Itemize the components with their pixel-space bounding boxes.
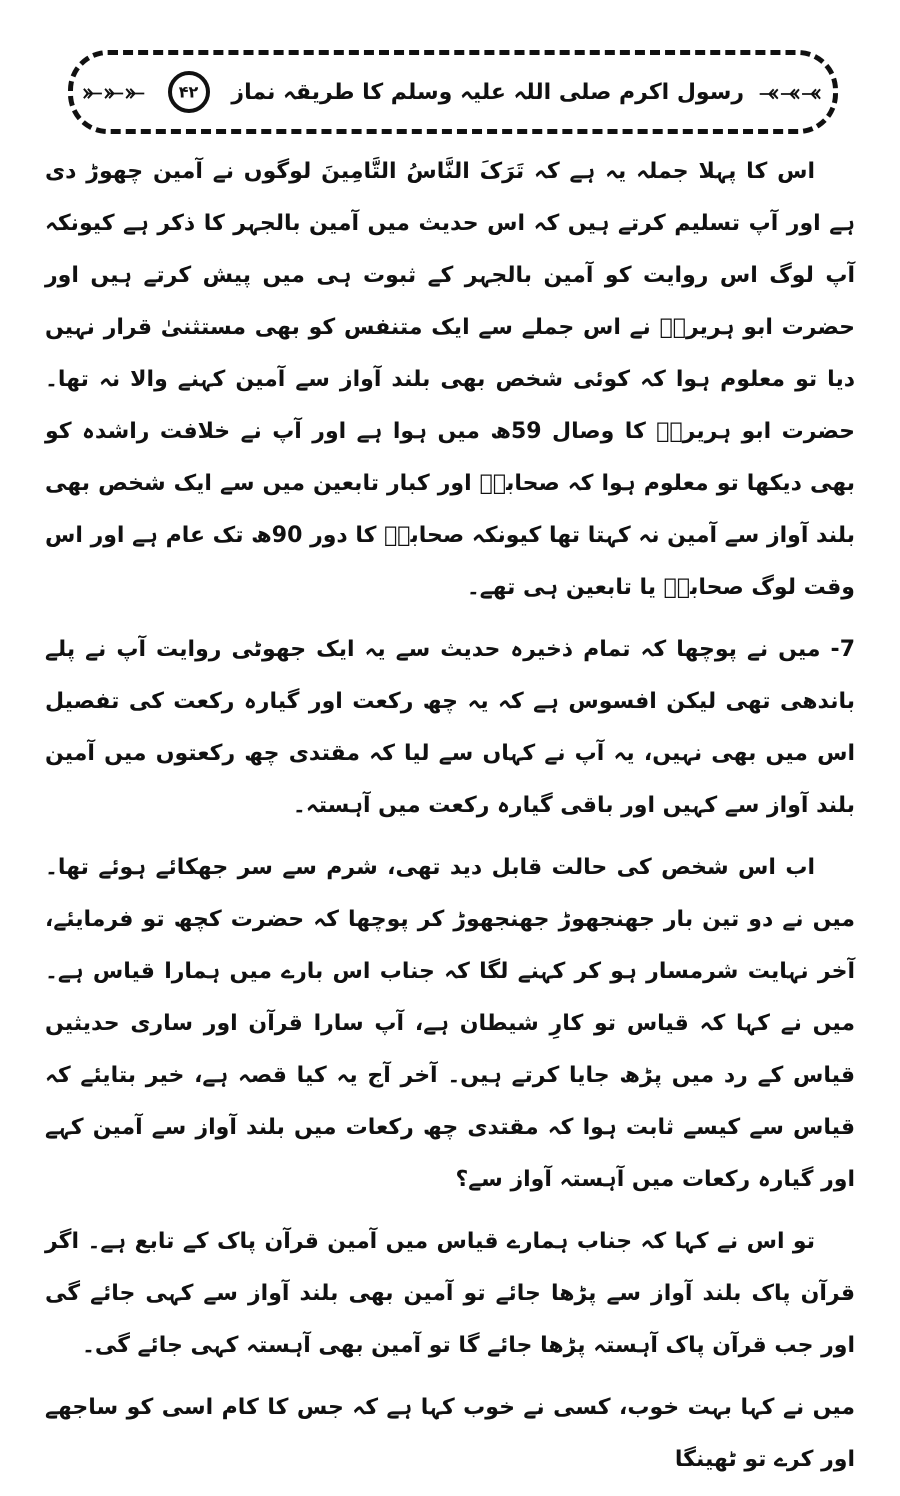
paragraph: میں نے کہا بہت خوب، کسی نے خوب کہا ہے کہ جس کا کام اسی کو ساجھے اور کرے تو ٹھینگا [45, 1395, 855, 1472]
paragraph: اب اس شخص کی حالت قابل دید تھی، شرم سے سر جھکائے ہوئے تھا۔ میں نے دو تین بار جھنجھوڑ جھنجھوڑ کر پوچھا کہ حضرت کچھ تو فرمایئے، آخر نہایت شرمسار ہو کر کہنے لگا کہ جناب اس بارے میں ہمارا قیاس ہے۔ میں نے کہا کہ قیاس تو کارِ شیطان ہے، آپ سارا قرآن اور ساری حدیثیں قیاس کے رد میں پڑھ جایا کرتے ہیں۔ آخر آج یہ کیا قصہ ہے، خیر بتایئے کہ قیاس سے کیسے ثابت ہوا کہ مقتدی چھ رکعات میں بلند آواز سے آمین کہے اور گیارہ رکعات میں آہستہ آواز سے؟ [45, 855, 855, 1192]
page-header [68, 50, 838, 134]
page-number-badge [159, 62, 218, 121]
arrow-ornament-left: ⤜⤜⤜ [83, 78, 147, 106]
paragraph: 7- میں نے پوچھا کہ تمام ذخیرہ حدیث سے یہ ایک جھوٹی روایت آپ نے پلے باندھی تھی لیکن افسوس ہے کہ یہ چھ رکعت اور گیارہ رکعت کی تفصیل اس میں بھی نہیں، یہ آپ نے کہاں سے لیا کہ مقتدی چھ رکعتوں میں آمین بلند آواز سے کہیں اور باقی گیارہ رکعت میں آہستہ۔ [45, 637, 855, 818]
page-body [45, 146, 855, 1496]
paragraph: اس کا پہلا جملہ یہ ہے کہ تَرَکَ النَّاسُ التَّامِینَ لوگوں نے آمین چھوڑ دی ہے اور آپ تسلیم کرتے ہیں کہ اس حدیث میں آمین بالجہر کا ذکر ہے کیونکہ آپ لوگ اس روایت کو آمین بالجہر کے ثبوت ہی میں پیش کرتے ہیں اور حضرت ابو ہریرہؓ نے اس جملے سے ایک متنفس کو بھی مستثنیٰ قرار نہیں دیا تو معلوم ہوا کہ کوئی شخص بھی بلند آواز سے آمین کہنے والا نہ تھا۔ حضرت ابو ہریرہؓ کا وصال 59ھ میں ہوا ہے اور آپ نے خلافت راشدہ کو بھی دیکھا تو معلوم ہوا کہ صحابہؓ اور کبار تابعین میں سے ایک شخص بھی بلند آواز سے آمین نہ کہتا تھا کیونکہ صحابہؓ کا دور 90ھ تک عام ہے اور اس وقت لوگ صحابہؓ یا تابعین ہی تھے۔ [45, 159, 855, 600]
page-number: ۴۲ [179, 82, 199, 102]
book-title: رسول اکرم صلی اللہ علیہ وسلم کا طریقہ نماز [231, 79, 744, 105]
paragraph: تو اس نے کہا کہ جناب ہمارے قیاس میں آمین قرآن پاک کے تابع ہے۔ اگر قرآن پاک بلند آواز سے پڑھا جائے تو آمین بھی بلند آواز سے کہی جائے گی اور جب قرآن پاک آہستہ پڑھا جائے گا تو آمین بھی آہستہ کہی جائے گی۔ [45, 1229, 855, 1358]
arrow-ornament-right: ⤛⤛⤛ [759, 78, 823, 106]
header-inner [83, 61, 823, 123]
